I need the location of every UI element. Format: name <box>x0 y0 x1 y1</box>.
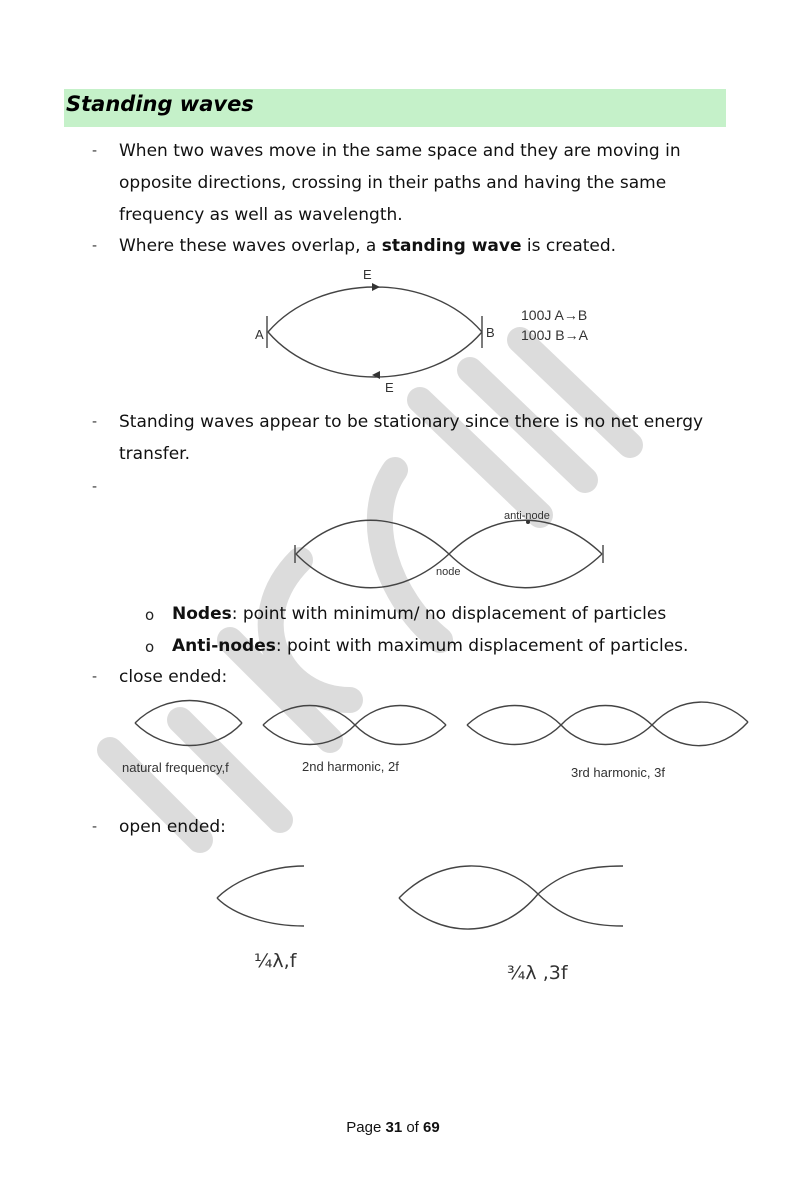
third-loop-1-lower <box>467 725 561 745</box>
third-loop-2-lower <box>561 725 652 745</box>
bullet-dash: - <box>92 479 98 495</box>
left-arrow-icon <box>372 371 380 379</box>
bullet-dash: - <box>92 143 98 159</box>
label-e-bottom: E <box>385 380 394 395</box>
page-word: Page <box>346 1119 382 1136</box>
close-ended-figure <box>0 698 786 758</box>
bullet-dash: - <box>92 819 98 835</box>
label-a: A <box>255 327 264 342</box>
close-ended-heading: close ended: <box>119 667 228 687</box>
bullet-2-bold: standing wave <box>381 236 522 256</box>
loop-1-upper <box>296 520 449 554</box>
bullet-dash: - <box>92 669 98 685</box>
antinodes-definition <box>172 635 688 657</box>
bullet-2-pre: Where these waves overlap, a <box>119 236 382 256</box>
bullet-2 <box>119 235 616 257</box>
three-quarter-loop-upper <box>399 866 538 898</box>
second-loop-1-lower <box>263 725 355 745</box>
fundamental-lower <box>135 723 242 746</box>
bullet-1-line-2: opposite directions, crossing in their paths and having the same <box>119 173 667 193</box>
bullet-3-line-2: transfer. <box>119 444 190 464</box>
third-loop-1-upper <box>467 706 561 726</box>
three-quarter-tail-lower <box>538 894 623 926</box>
anti-node-label: anti-node <box>504 510 550 522</box>
third-loop-2-upper <box>561 706 652 726</box>
bullet-1-line-1: When two waves move in the same space and they are moving in <box>119 141 681 161</box>
caption-natural-frequency: natural frequency,f <box>122 760 229 775</box>
total-pages: 69 <box>423 1119 440 1136</box>
open-ended-figure <box>0 858 786 938</box>
loop-2-upper <box>449 520 602 554</box>
sub-bullet-icon: o <box>145 606 155 624</box>
section-title: Standing waves <box>66 92 254 116</box>
bullet-1-line-3: frequency as well as wavelength. <box>119 205 403 225</box>
bullet-3-line-1: Standing waves appear to be stationary since there is no net energy <box>119 412 704 432</box>
three-quarter-tail-upper <box>538 866 623 894</box>
page-footer <box>0 1119 786 1136</box>
energy-note-1: 100J A→B <box>521 307 588 323</box>
caption-2nd-harmonic: 2nd harmonic, 2f <box>302 759 399 774</box>
loop-1-lower <box>296 554 449 588</box>
lower-wave <box>268 332 482 377</box>
node-antinode-figure <box>0 515 786 595</box>
caption-3rd-harmonic: 3rd harmonic, 3f <box>571 765 665 780</box>
second-loop-2-lower <box>355 725 446 745</box>
node-label: node <box>436 566 461 578</box>
label-b: B <box>486 325 495 340</box>
third-loop-3-upper <box>652 702 748 725</box>
of-word: of <box>406 1119 419 1136</box>
bullet-2-post: is created. <box>521 236 617 256</box>
three-quarter-loop-lower <box>399 894 538 929</box>
fundamental-upper <box>135 701 242 724</box>
quarter-wave-upper <box>217 866 304 898</box>
nodes-term: Nodes <box>172 604 232 624</box>
sub-bullet-icon: o <box>145 638 155 656</box>
energy-wave-figure <box>0 272 786 392</box>
upper-wave <box>268 287 482 332</box>
open-ended-heading: open ended: <box>119 817 226 837</box>
third-loop-3-lower <box>652 722 748 746</box>
antinodes-text: : point with maximum displacement of particles. <box>275 636 689 656</box>
bullet-dash: - <box>92 414 98 430</box>
loop-2-lower <box>449 554 602 588</box>
current-page: 31 <box>385 1119 403 1136</box>
caption-three-quarter-wavelength: ¾λ ,3f <box>507 962 568 984</box>
nodes-definition <box>172 603 666 625</box>
second-loop-1-upper <box>263 706 355 726</box>
bullet-dash: - <box>92 238 98 254</box>
quarter-wave-lower <box>217 898 304 926</box>
right-arrow-icon <box>372 283 380 291</box>
nodes-text: : point with minimum/ no displacement of particles <box>231 604 667 624</box>
antinodes-term: Anti-nodes <box>172 636 276 656</box>
second-loop-2-upper <box>355 706 446 726</box>
caption-quarter-wavelength: ¼λ,f <box>254 950 297 972</box>
energy-note-2: 100J B→A <box>521 327 588 343</box>
label-e-top: E <box>363 267 372 282</box>
